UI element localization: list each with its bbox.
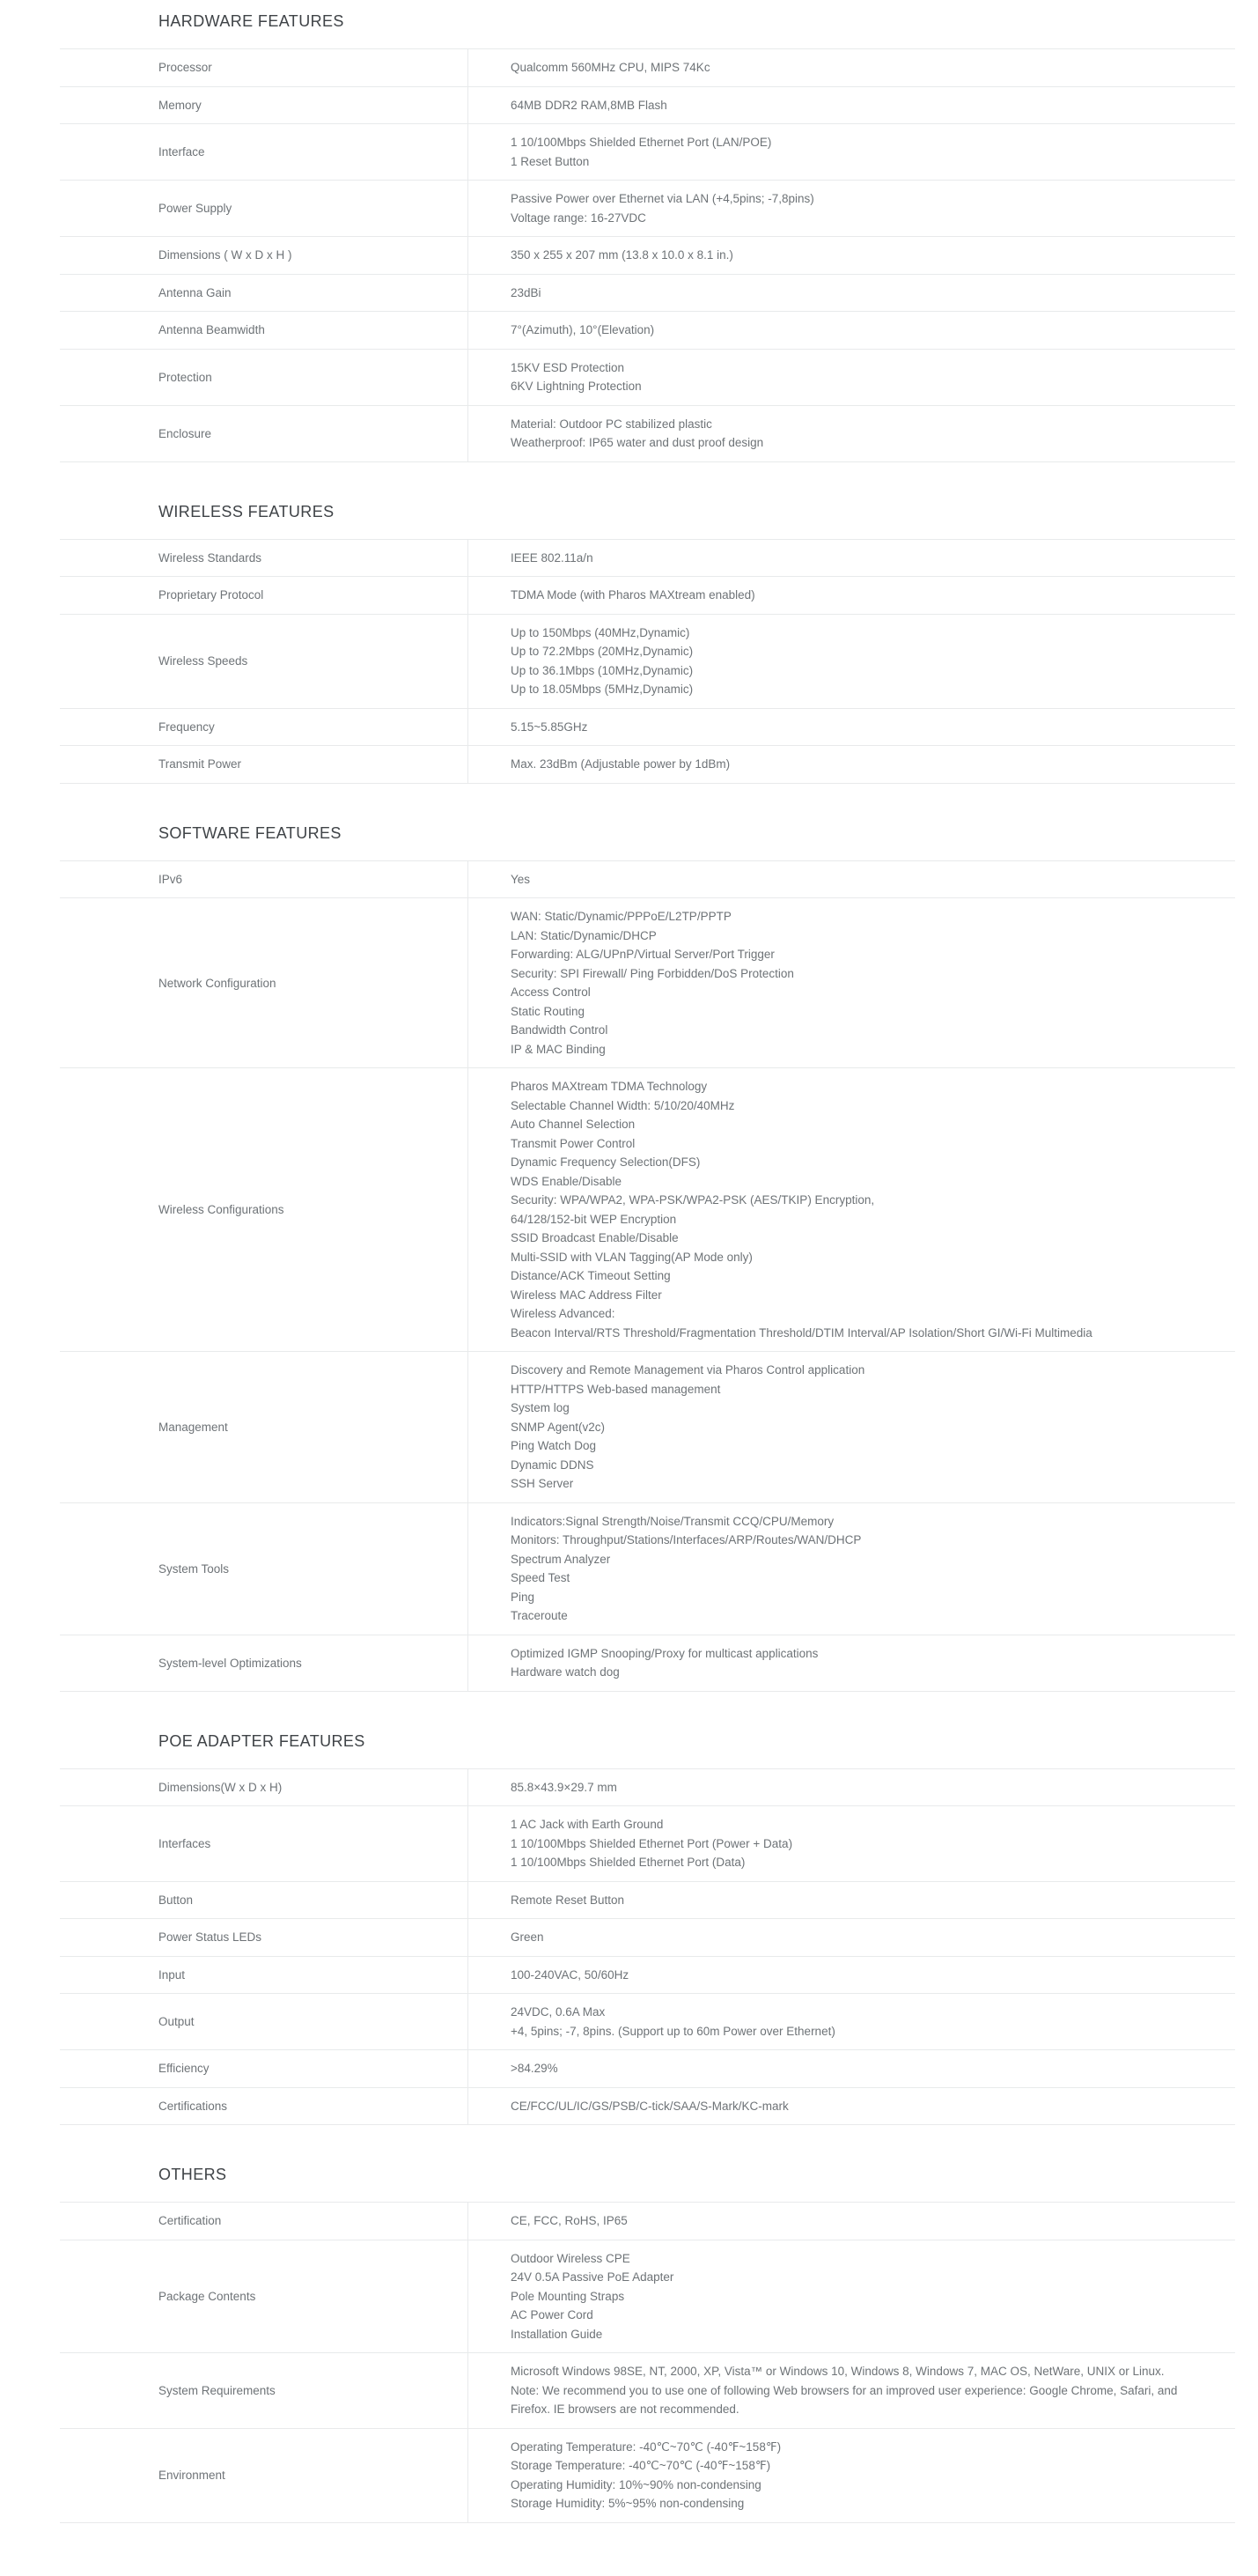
value-line: Storage Humidity: 5%~95% non-condensing [511, 2497, 745, 2510]
row-label: Enclosure [60, 406, 468, 461]
spec-section [60, 12, 1235, 462]
value-line: Distance/ACK Timeout Setting [511, 1269, 671, 1282]
row-label: Certification [60, 2203, 468, 2240]
spec-row [60, 861, 1235, 899]
spec-row [60, 2353, 1235, 2429]
value-line: Up to 150Mbps (40MHz,Dynamic) [511, 625, 690, 639]
row-value [468, 2050, 1235, 2087]
row-label: Processor [60, 49, 468, 86]
spec-row [60, 540, 1235, 578]
section-title: OTHERS [158, 2166, 227, 2183]
value-line: Pharos MAXtream TDMA Technology [511, 1080, 708, 1093]
value-line: Up to 36.1Mbps (10MHz,Dynamic) [511, 663, 694, 677]
value-line: Operating Humidity: 10%~90% non-condensing [511, 2477, 761, 2491]
value-line: Transmit Power Control [511, 1136, 636, 1150]
row-value [468, 2203, 1235, 2240]
row-label: Package Contents [60, 2240, 468, 2353]
spec-row [60, 312, 1235, 350]
value-line: Remote Reset Button [511, 1893, 625, 1907]
spec-row [60, 2203, 1235, 2240]
value-line: Ping Watch Dog [511, 1439, 597, 1452]
value-line: 23dBi [511, 285, 541, 299]
spec-table [60, 860, 1235, 1692]
value-line: Hardware watch dog [511, 1665, 620, 1679]
spec-row [60, 615, 1235, 709]
spec-row [60, 87, 1235, 125]
row-value [468, 1635, 1235, 1691]
value-line: WAN: Static/Dynamic/PPPoE/L2TP/PPTP [511, 910, 732, 923]
spec-row [60, 275, 1235, 313]
spec-row [60, 746, 1235, 784]
spec-row [60, 2240, 1235, 2354]
row-value [468, 181, 1235, 236]
value-line: SSH Server [511, 1477, 574, 1490]
row-value [468, 1769, 1235, 1806]
row-value [468, 87, 1235, 124]
spec-row [60, 577, 1235, 615]
value-line: Discovery and Remote Management via Pharos Control application [511, 1363, 865, 1377]
value-line: Indicators:Signal Strength/Noise/Transmit CCQ/CPU/Memory [511, 1514, 835, 1528]
row-label: Input [60, 1957, 468, 1994]
value-line: 24VDC, 0.6A Max [511, 2005, 606, 2019]
value-line: Access Control [511, 985, 591, 999]
spec-row [60, 898, 1235, 1068]
value-line: Weatherproof: IP65 water and dust proof design [511, 436, 764, 449]
spec-row [60, 709, 1235, 747]
row-label: Management [60, 1352, 468, 1502]
value-line: Bandwidth Control [511, 1023, 608, 1037]
spec-table [60, 1768, 1235, 2126]
value-line: 1 10/100Mbps Shielded Ethernet Port (Power + Data) [511, 1836, 793, 1850]
section-title: WIRELESS FEATURES [158, 502, 335, 520]
value-line: Storage Temperature: -40℃~70℃ (-40℉~158℉) [511, 2459, 771, 2472]
row-value [468, 2240, 1235, 2353]
spec-row [60, 1957, 1235, 1995]
row-label: Button [60, 1882, 468, 1919]
section-title: HARDWARE FEATURES [158, 12, 344, 30]
value-line: Operating Temperature: -40℃~70℃ (-40℉~158℉) [511, 2439, 782, 2454]
value-line: Spectrum Analyzer [511, 1552, 611, 1566]
value-line: IP & MAC Binding [511, 1042, 606, 1056]
row-label: Certifications [60, 2088, 468, 2125]
value-line: Yes [511, 872, 531, 886]
row-label: Interface [60, 124, 468, 180]
row-value [468, 1806, 1235, 1881]
spec-section [60, 824, 1235, 1692]
row-value [468, 2353, 1235, 2428]
row-value [468, 861, 1235, 898]
row-label: System Requirements [60, 2353, 468, 2428]
value-line: +4, 5pins; -7, 8pins. (Support up to 60m Power over Ethernet) [511, 2024, 835, 2038]
value-line: 7°(Azimuth), 10°(Elevation) [511, 323, 655, 336]
spec-sections [60, 12, 1235, 2523]
value-line: Up to 18.05Mbps (5MHz,Dynamic) [511, 683, 694, 696]
value-line: 6KV Lightning Protection [511, 380, 642, 393]
value-line: Security: WPA/WPA2, WPA-PSK/WPA2-PSK (AES/TKIP) Encryption, [511, 1193, 875, 1207]
row-label: Wireless Standards [60, 540, 468, 577]
spec-row [60, 350, 1235, 406]
value-line: 85.8×43.9×29.7 mm [511, 1780, 617, 1794]
row-label: Transmit Power [60, 746, 468, 783]
spec-row [60, 1994, 1235, 2050]
row-label: Memory [60, 87, 468, 124]
value-line: 5.15~5.85GHz [511, 720, 588, 734]
spec-row [60, 2429, 1235, 2523]
value-line: WDS Enable/Disable [511, 1174, 622, 1188]
row-label: Antenna Gain [60, 275, 468, 312]
row-label: Protection [60, 350, 468, 405]
row-label: Proprietary Protocol [60, 577, 468, 614]
spec-row [60, 1882, 1235, 1920]
spec-row [60, 49, 1235, 87]
value-line: Material: Outdoor PC stabilized plastic [511, 417, 712, 431]
spec-table [60, 48, 1235, 462]
spec-row [60, 1806, 1235, 1882]
value-line: 1 Reset Button [511, 154, 590, 168]
value-line: Qualcomm 560MHz CPU, MIPS 74Kc [511, 61, 710, 74]
spec-row [60, 1635, 1235, 1692]
value-line: Wireless Advanced: [511, 1307, 615, 1320]
value-line: IEEE 802.11a/n [511, 550, 593, 565]
row-value [468, 709, 1235, 746]
row-value [468, 350, 1235, 405]
value-line: 64/128/152-bit WEP Encryption [511, 1212, 677, 1226]
value-line: TDMA Mode (with Pharos MAXtream enabled) [511, 588, 755, 602]
row-label: Network Configuration [60, 898, 468, 1067]
value-line: 100-240VAC, 50/60Hz [511, 1967, 629, 1982]
row-value [468, 1994, 1235, 2049]
row-value [468, 1352, 1235, 1502]
value-line: Dynamic DDNS [511, 1458, 594, 1472]
row-value [468, 1503, 1235, 1635]
row-label: Frequency [60, 709, 468, 746]
value-line: SSID Broadcast Enable/Disable [511, 1231, 679, 1244]
spec-row [60, 1503, 1235, 1635]
row-value [468, 540, 1235, 577]
row-label: Output [60, 1994, 468, 2049]
section-title: POE ADAPTER FEATURES [158, 1731, 365, 1750]
value-line: Monitors: Throughput/Stations/Interfaces/ARP/Routes/WAN/DHCP [511, 1533, 862, 1546]
value-line: Ping [511, 1590, 535, 1604]
row-value [468, 898, 1235, 1067]
value-line: Max. 23dBm (Adjustable power by 1dBm) [511, 757, 731, 771]
value-line: System log [511, 1401, 570, 1414]
row-value [468, 312, 1235, 349]
row-label: Wireless Speeds [60, 615, 468, 708]
spec-section [60, 2166, 1235, 2523]
value-line: Static Routing [511, 1004, 585, 1018]
row-label: Dimensions ( W x D x H ) [60, 237, 468, 274]
spec-row [60, 1352, 1235, 1503]
value-line: Traceroute [511, 1609, 568, 1622]
value-line: Selectable Channel Width: 5/10/20/40MHz [511, 1098, 735, 1112]
spec-row [60, 124, 1235, 181]
value-line: Wireless MAC Address Filter [511, 1288, 662, 1302]
row-value [468, 1882, 1235, 1919]
value-line: SNMP Agent(v2c) [511, 1420, 606, 1434]
value-line: Beacon Interval/RTS Threshold/Fragmentation Threshold/DTIM Interval/AP Isolation/Short GI/Wi-Fi Multimedia [511, 1325, 1092, 1340]
row-value [468, 615, 1235, 708]
value-line: CE, FCC, RoHS, IP65 [511, 2214, 628, 2227]
row-label: Power Supply [60, 181, 468, 236]
row-label: System-level Optimizations [60, 1635, 468, 1691]
row-label: Wireless Configurations [60, 1068, 468, 1351]
value-line: LAN: Static/Dynamic/DHCP [511, 928, 657, 942]
row-value [468, 49, 1235, 86]
spec-row [60, 1919, 1235, 1957]
value-line: >84.29% [511, 2062, 558, 2075]
spec-row [60, 2088, 1235, 2126]
row-value [468, 1919, 1235, 1956]
row-value [468, 2429, 1235, 2522]
value-line: Pole Mounting Straps [511, 2289, 625, 2303]
value-line: Dynamic Frequency Selection(DFS) [511, 1155, 701, 1169]
value-line: Microsoft Windows 98SE, NT, 2000, XP, Vista™ or Windows 10, Windows 8, Windows 7, MAC OS, NetWare, UNIX or Linux. [511, 2365, 1165, 2378]
value-line: 24V 0.5A Passive PoE Adapter [511, 2270, 674, 2284]
row-value [468, 1957, 1235, 1994]
row-label: Antenna Beamwidth [60, 312, 468, 349]
value-line: 15KV ESD Protection [511, 360, 625, 374]
value-line: Up to 72.2Mbps (20MHz,Dynamic) [511, 645, 694, 658]
row-label: Environment [60, 2429, 468, 2522]
value-line: 350 x 255 x 207 mm (13.8 x 10.0 x 8.1 in.) [511, 248, 733, 262]
row-value [468, 237, 1235, 274]
value-line: Auto Channel Selection [511, 1118, 636, 1131]
spec-row [60, 237, 1235, 275]
row-value [468, 746, 1235, 783]
row-label: IPv6 [60, 861, 468, 898]
value-line: Installation Guide [511, 2327, 603, 2341]
spec-section [60, 1732, 1235, 2126]
value-line: AC Power Cord [511, 2308, 593, 2321]
value-line: HTTP/HTTPS Web-based management [511, 1382, 721, 1396]
row-value [468, 275, 1235, 312]
value-line: 1 AC Jack with Earth Ground [511, 1818, 664, 1831]
value-line: 64MB DDR2 RAM,8MB Flash [511, 98, 667, 112]
row-value [468, 2088, 1235, 2125]
spec-row [60, 181, 1235, 237]
spec-row [60, 1068, 1235, 1352]
value-line: Voltage range: 16-27VDC [511, 210, 646, 225]
value-line: Green [511, 1930, 544, 1944]
spec-table [60, 2202, 1235, 2523]
value-line: 1 10/100Mbps Shielded Ethernet Port (LAN/POE) [511, 136, 772, 149]
spec-row [60, 406, 1235, 462]
row-value [468, 406, 1235, 461]
row-label: Power Status LEDs [60, 1919, 468, 1956]
value-line: Speed Test [511, 1571, 570, 1584]
row-value [468, 1068, 1235, 1351]
value-line: Optimized IGMP Snooping/Proxy for multicast applications [511, 1646, 819, 1660]
row-label: System Tools [60, 1503, 468, 1635]
spec-row [60, 1769, 1235, 1807]
row-label: Dimensions(W x D x H) [60, 1769, 468, 1806]
spec-table [60, 539, 1235, 784]
value-line: Outdoor Wireless CPE [511, 2251, 630, 2265]
spec-section [60, 503, 1235, 784]
row-label: Efficiency [60, 2050, 468, 2087]
value-line: Passive Power over Ethernet via LAN (+4,5pins; -7,8pins) [511, 192, 814, 205]
value-line: 1 10/100Mbps Shielded Ethernet Port (Data) [511, 1856, 746, 1869]
value-line: Multi-SSID with VLAN Tagging(AP Mode only) [511, 1250, 753, 1264]
row-label: Interfaces [60, 1806, 468, 1881]
value-line: CE/FCC/UL/IC/GS/PSB/C-tick/SAA/S-Mark/KC-mark [511, 2099, 789, 2113]
section-title: SOFTWARE FEATURES [158, 823, 342, 842]
row-value [468, 124, 1235, 180]
value-line: Note: We recommend you to use one of following Web browsers for an improved user experience: Google Chrome, Safari, and Firefox. IE browsers are not recommended. [511, 2383, 1178, 2416]
row-value [468, 577, 1235, 614]
value-line: Security: SPI Firewall/ Ping Forbidden/DoS Protection [511, 966, 794, 980]
spec-row [60, 2050, 1235, 2088]
value-line: Forwarding: ALG/UPnP/Virtual Server/Port Trigger [511, 948, 775, 961]
